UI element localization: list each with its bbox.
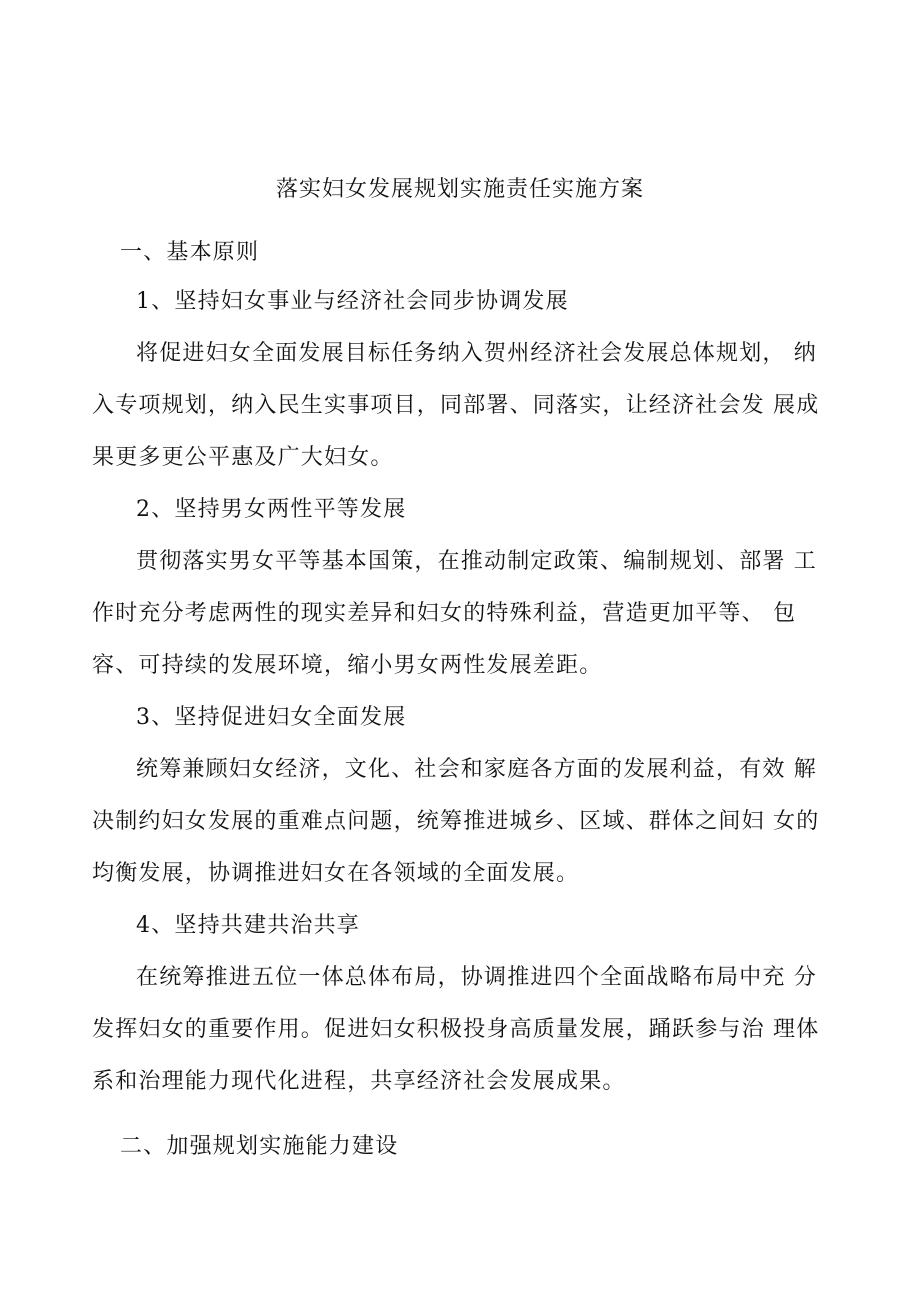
document-title: 落实妇女发展规划实施责任实施方案 [275,177,644,202]
paragraph-1-line-1: 将促进妇女全面发展目标任务纳入贺州经济社会发展总体规划， 纳 [136,341,817,366]
paragraph-3-line-1: 统筹兼顾妇女经济，文化、社会和家庭各方面的发展利益，有效 解 [136,757,817,782]
paragraph-4-line-3: 系和治理能力现代化进程，共享经济社会发展成果。 [92,1069,626,1094]
paragraph-1-line-2: 入专项规划，纳入民生实事项目，同部署、同落实，让经济社会发 展成 [92,393,820,418]
section-heading-basic-principles: 一、基本原则 [120,240,260,265]
paragraph-4-line-2: 发挥妇女的重要作用。促进妇女积极投身高质量发展，踊跃参与治 理体 [92,1017,820,1042]
paragraph-3-line-2: 决制约妇女发展的重难点问题，统筹推进城乡、区域、群体之间妇 女的 [92,809,820,834]
paragraph-2-line-2: 作时充分考虑两性的现实差异和妇女的特殊利益，营造更加平等、 包 [92,601,797,626]
paragraph-2-line-3: 容、可持续的发展环境，缩小男女两性发展差距。 [92,653,603,678]
paragraph-4-line-1: 在统筹推进五位一体总体布局，协调推进四个全面战略布局中充 分 [136,965,817,990]
paragraph-1-line-3: 果更多更公平惠及广大妇女。 [92,445,394,470]
principle-heading-2: 2、坚持男女两性平等发展 [136,497,407,522]
principle-heading-3: 3、坚持促进妇女全面发展 [136,705,407,730]
section-heading-capacity-building: 二、加强规划实施能力建设 [120,1134,399,1159]
principle-heading-4: 4、坚持共建共治共享 [136,913,360,938]
paragraph-2-line-1: 贯彻落实男女平等基本国策，在推动制定政策、编制规划、部署 工 [136,549,817,574]
paragraph-3-line-3: 均衡发展，协调推进妇女在各领域的全面发展。 [92,861,580,886]
principle-heading-1: 1、坚持妇女事业与经济社会同步协调发展 [136,289,569,314]
